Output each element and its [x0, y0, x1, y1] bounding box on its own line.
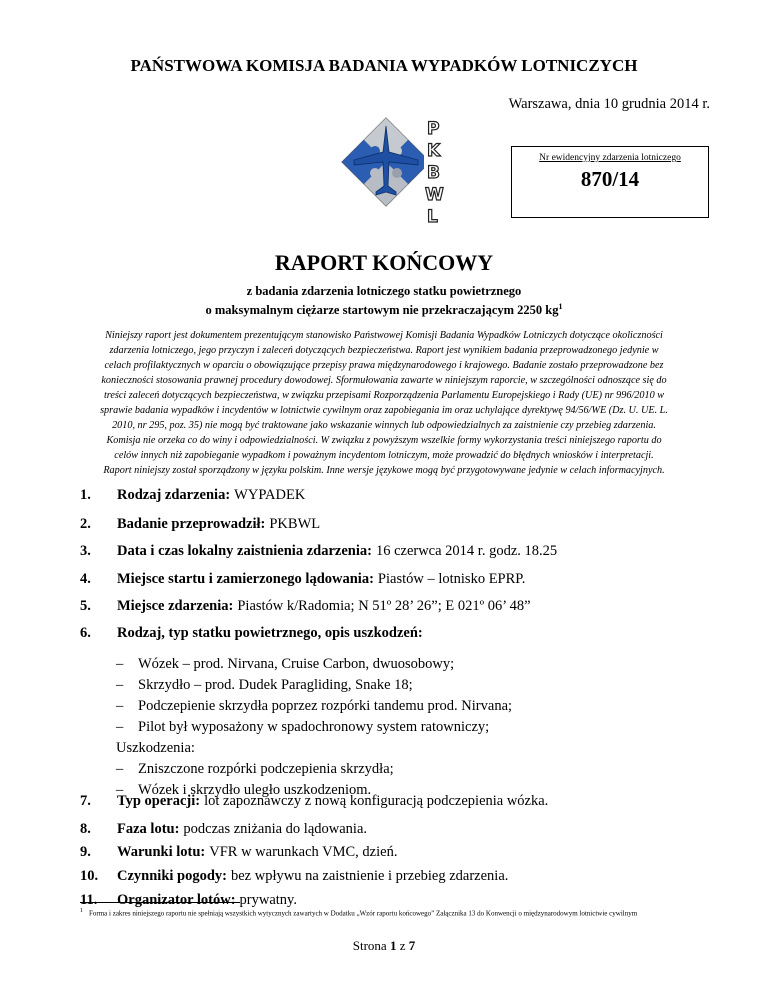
section-value: 16 czerwca 2014 r. godz. 18.25	[375, 543, 558, 559]
section-9	[80, 843, 397, 862]
total-pages: 7	[408, 938, 416, 953]
disclaimer-line: Raport niniejszy został sporządzony w języku polskim. Inne wersje językowe mogą być przygotowywane jedynie w celach informacyjnych.	[103, 465, 665, 476]
footnote-text: Forma i zakres niniejszego raportu nie spełniają wszystkich wytycznych zawartych w Dodatku „Wzór raportu końcowego” Załącznika 13 do Konwencji o międzynarodowym lotnictwie cywilnym	[89, 909, 638, 918]
disclaimer-line: sprawie badania wypadków i incydentów w lotnictwie cywilnym oraz zapobiegania im oraz uchylające dyrektywę 94/56/WE (Dz. U. UE. L.	[100, 405, 668, 416]
footnote-divider	[80, 902, 240, 903]
section-value: Piastów k/Radomia; N 51º 28’ 26”; E 021º 06’ 48”	[237, 598, 531, 614]
current-page: 1	[389, 938, 397, 953]
section-8	[80, 820, 367, 839]
section-number: 8.	[80, 821, 91, 837]
list-item: – Wózek i skrzydło uległo uszkodzeniom.	[116, 780, 512, 801]
dash-bullet: –	[116, 656, 124, 672]
dash-bullet: –	[116, 761, 124, 777]
section-10	[80, 867, 508, 886]
list-item: – Skrzydło – prod. Dudek Paragliding, Snake 18;	[116, 675, 512, 696]
case-number-box	[511, 146, 709, 218]
section-number: 5.	[80, 598, 91, 614]
section-7	[80, 792, 548, 811]
disclaimer-line: celach profilaktycznych w oparciu o obowiązujące przepisy prawa międzynarodowego i krajowego. Badanie zostało przeprowadzone bez	[104, 360, 664, 371]
section-number: 9.	[80, 844, 91, 860]
disclaimer-line: Komisja nie orzeka co do winy i odpowiedzialności. W związku z powyższym wszelkie formy wykorzystania treści niniejszego raportu do	[106, 435, 662, 446]
logo-letter-w: W	[425, 185, 444, 205]
footnote	[80, 908, 720, 917]
section-label: Badanie przeprowadził:	[117, 516, 266, 532]
list-item: – Pilot był wyposażony w spadochronowy system ratowniczy;	[116, 717, 512, 738]
dash-bullet: –	[116, 698, 124, 714]
logo-letter-p: P	[427, 119, 440, 139]
aircraft-details-list	[116, 654, 512, 801]
section-3	[80, 542, 557, 561]
subtitle-line-1: z badania zdarzenia lotniczego statku powietrznego	[246, 284, 522, 298]
section-label: Warunki lotu:	[117, 844, 206, 860]
disclaimer-line: treści zaleceń dotyczących bezpieczeństwa, w związku przepisami Rozporządzenia Parlamentu Europejskiego i Rady (UE) nr 996/2010 w	[103, 390, 665, 401]
section-5	[80, 597, 531, 616]
section-number: 4.	[80, 571, 91, 587]
subtitle-line-2: o maksymalnym ciężarze startowym nie przekraczającym 2250 $kg^1$	[205, 302, 563, 318]
section-2	[80, 515, 320, 534]
section-number: 10.	[80, 868, 99, 884]
section-value: Piastów – lotnisko EPRP.	[377, 571, 526, 587]
section-label: Rodzaj zdarzenia:	[117, 487, 231, 503]
section-value: prywatny.	[239, 892, 297, 908]
section-value: VFR w warunkach VMC, dzień.	[209, 844, 398, 860]
section-value: WYPADEK	[234, 487, 306, 503]
section-number: 3.	[80, 543, 91, 559]
place-date: Warszawa, dnia 10 grudnia 2014 r.	[508, 96, 710, 112]
section-1	[80, 486, 305, 505]
pkbwl-logo-graphic	[336, 112, 464, 228]
logo-letter-b: B	[427, 163, 440, 183]
section-value: podczas zniżania do lądowania.	[183, 821, 368, 837]
section-label: Data i czas lokalny zaistnienia zdarzenia:	[117, 543, 372, 559]
section-6	[80, 624, 427, 643]
disclaimer-line: Niniejszy raport jest dokumentem prezentującym stanowisko Państwowej Komisji Badania Wypadków Lotniczych dotyczące okoliczności	[105, 330, 663, 341]
section-label: Typ operacji:	[117, 793, 201, 809]
disclaimer-line: konieczności stosowania prawnej procedury dowodowej. Sformułowania zawarte w niniejszym raporcie, w szczególności odnoszące się do	[101, 375, 667, 386]
case-number: 870/14	[580, 167, 640, 191]
dash-bullet: –	[116, 719, 124, 735]
dash-bullet: –	[116, 782, 124, 798]
section-number: 11.	[80, 892, 98, 908]
disclaimer	[100, 328, 668, 478]
section-value: PKBWL	[269, 516, 321, 532]
list-item: – Wózek – prod. Nirvana, Cruise Carbon, dwuosobowy;	[116, 654, 512, 675]
damage-label: Uszkodzenia:	[116, 740, 195, 756]
section-value: bez wpływu na zaistnienie i przebieg zdarzenia.	[231, 868, 509, 884]
section-label: Miejsce startu i zamierzonego lądowania:	[117, 571, 374, 587]
section-number: 1.	[80, 487, 91, 503]
case-number-label: Nr ewidencyjny zdarzenia lotniczego	[539, 153, 681, 163]
footnote-mark: 1	[80, 908, 83, 914]
footnote-ref: 1	[558, 302, 563, 311]
section-label: Faza lotu:	[117, 821, 180, 837]
section-4	[80, 570, 525, 589]
agency-name: PAŃSTWOWA KOMISJA BADANIA WYPADKÓW LOTNICZYCH	[130, 56, 638, 75]
list-item: – Podczepienie skrzydła poprzez rozpórki tandemu prod. Nirvana;	[116, 696, 512, 717]
logo-letter-l: L	[427, 207, 438, 227]
section-number: 7.	[80, 793, 91, 809]
section-label: Miejsce zdarzenia:	[117, 598, 234, 614]
logo-letter-k: K	[427, 141, 441, 161]
disclaimer-line: zdarzenia lotniczego, jego przyczyn i zaleceń dotyczących bezpieczeństwa. Raport jest wynikiem badania przeprowadzonego jedynie w	[109, 345, 659, 356]
report-subtitle	[0, 284, 768, 318]
section-label: Organizator lotów:	[117, 892, 236, 908]
disclaimer-line: 2010, nr 295, poz. 35) nie mogą być traktowane jako wskazanie winnych lub odpowiedzialnych za zaistnienie czy przebieg zdarzenia.	[112, 420, 656, 431]
section-number: 2.	[80, 516, 91, 532]
section-number: 6.	[80, 625, 91, 641]
section-label: Rodzaj, typ statku powietrznego, opis uszkodzeń:	[117, 625, 423, 641]
report-title: RAPORT KOŃCOWY	[274, 250, 494, 275]
section-label: Czynniki pogody:	[117, 868, 227, 884]
disclaimer-line: celów innych niż zapobieganie wypadkom i poważnym incydentom lotniczym, może prowadzić do błędnych wniosków i interpretacji.	[114, 450, 654, 461]
list-item: – Zniszczone rozpórki podczepienia skrzydła;	[116, 759, 512, 780]
section-value: lot zapoznawczy z nową konfiguracją podczepienia wózka.	[204, 793, 549, 809]
dash-bullet: –	[116, 677, 124, 693]
pkbwl-logo	[336, 112, 464, 228]
page-number: Strona 1 z 7	[352, 938, 416, 953]
